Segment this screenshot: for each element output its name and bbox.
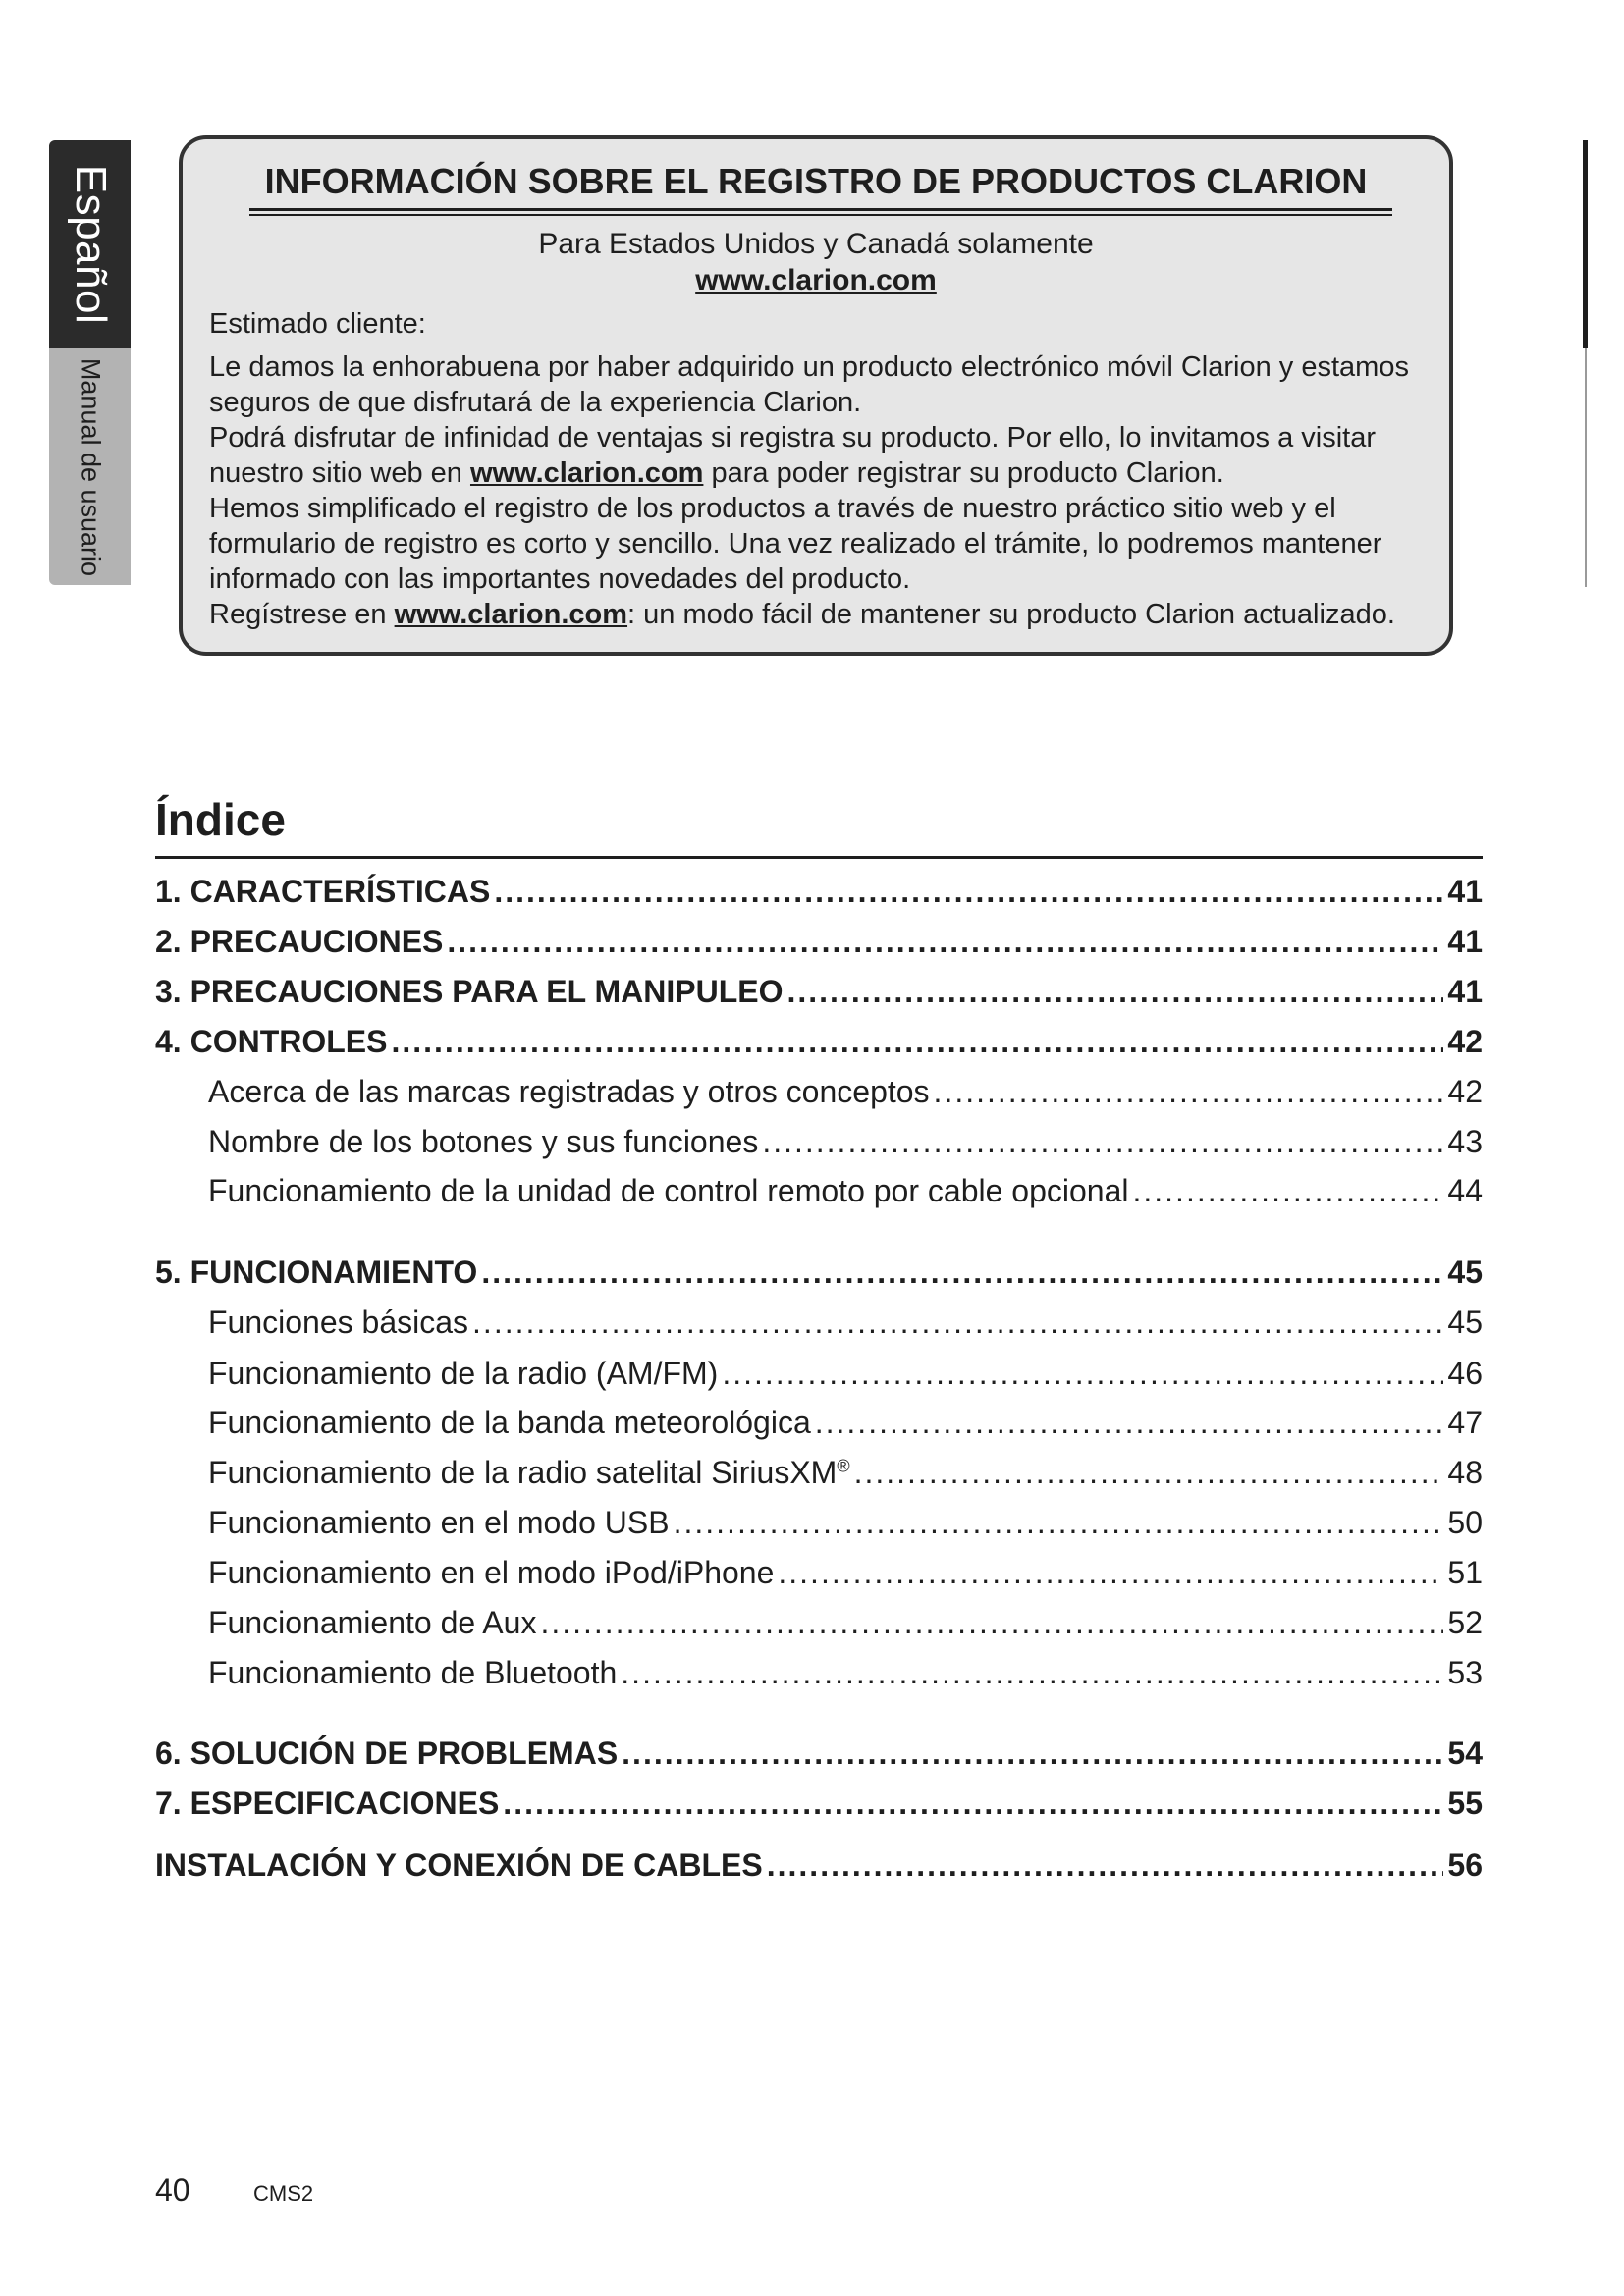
toc-entry[interactable]: 6. SOLUCIÓN DE PROBLEMAS ..... 54 (155, 1735, 1483, 1775)
registration-info-box (179, 135, 1453, 656)
toc-entry[interactable]: INSTALACIÓN Y CONEXIÓN DE CABLES ..... 56 (155, 1847, 1483, 1887)
toc-subentry[interactable]: Funcionamiento de Bluetooth ..... 53 (208, 1655, 1483, 1694)
toc-subentry[interactable]: Funcionamiento de la radio satelital SiriusXM® ..... 48 (208, 1455, 1483, 1494)
greeting: Estimado cliente: (209, 308, 426, 340)
toc-subentry[interactable]: Funcionamiento de la radio (AM/FM) ..... 46 (208, 1356, 1483, 1395)
paragraph-simplified: Hemos simplificado el registro de los productos a través de nuestro práctico sitio web y el formulario de registro es corto y sencillo. Una vez realizado el trámite, lo podremos mantener informado con las importantes novedades del producto. (209, 493, 1382, 595)
registration-title: INFORMACIÓN SOBRE EL REGISTRO DE PRODUCTOS CLARION (264, 161, 1368, 201)
language-tab (49, 140, 131, 348)
toc-entry[interactable]: 5. FUNCIONAMIENTO ..... 45 (155, 1255, 1483, 1294)
toc-subentry[interactable]: Funcionamiento de la banda meteorológica ..... 47 (208, 1405, 1483, 1444)
model-name: CMS2 (253, 2181, 314, 2206)
language-label: Español (66, 164, 115, 325)
toc-entry[interactable]: 1. CARACTERÍSTICAS ..... 41 (155, 874, 1483, 913)
paragraph-congrats: Le damos la enhorabuena por haber adquirido un producto electrónico móvil Clarion y estamos seguros de que disfrutará de la experiencia Clarion. (209, 351, 1409, 418)
toc-entry[interactable]: 4. CONTROLES ..... 42 (155, 1024, 1483, 1063)
registration-body (209, 306, 1428, 632)
toc-subentry[interactable]: Funcionamiento en el modo iPod/iPhone ..... 51 (208, 1555, 1483, 1594)
paragraph-register: Regístrese en www.clarion.com: un modo fácil de mantener su producto Clarion actualizado. (209, 599, 1395, 630)
manual-label: Manual de usuario (76, 357, 105, 576)
registration-url-link[interactable]: www.clarion.com (695, 264, 937, 296)
toc-subentry[interactable]: Funcionamiento en el modo USB ..... 50 (208, 1505, 1483, 1544)
title-underline-second (249, 214, 1392, 216)
toc-entry[interactable]: 2. PRECAUCIONES ..... 41 (155, 924, 1483, 963)
manual-tab (49, 348, 131, 585)
right-margin-rule (1583, 140, 1588, 348)
registration-subtitle: Para Estados Unidos y Canadá solamente (538, 228, 1094, 260)
paragraph-benefits: Podrá disfrutar de infinidad de ventajas si registra su producto. Por ello, lo invitamos a visitar nuestro sitio web en www.clarion.com para poder registrar su producto Clarion. (209, 422, 1376, 489)
register-url-link[interactable]: www.clarion.com (394, 599, 628, 630)
index-title: Índice (155, 794, 286, 845)
index-title-rule (155, 856, 1483, 859)
right-margin-rule-light (1585, 348, 1587, 587)
title-underline (249, 208, 1392, 211)
benefits-url-link[interactable]: www.clarion.com (469, 457, 704, 489)
toc-subentry[interactable]: Funcionamiento de Aux ..... 52 (208, 1605, 1483, 1644)
toc-subentry[interactable]: Funciones básicas ..... 45 (208, 1305, 1483, 1344)
registered-mark: ® (837, 1456, 850, 1476)
toc-subentry[interactable]: Nombre de los botones y sus funciones ..... 43 (208, 1124, 1483, 1163)
toc-subentry[interactable]: Acerca de las marcas registradas y otros conceptos ..... 42 (208, 1074, 1483, 1113)
page-number: 40 (155, 2172, 190, 2208)
toc-entry[interactable]: 7. ESPECIFICACIONES ..... 55 (155, 1786, 1483, 1825)
toc-entry[interactable]: 3. PRECAUCIONES PARA EL MANIPULEO ..... 41 (155, 974, 1483, 1013)
toc-subentry[interactable]: Funcionamiento de la unidad de control remoto por cable opcional ..... 44 (208, 1173, 1483, 1212)
